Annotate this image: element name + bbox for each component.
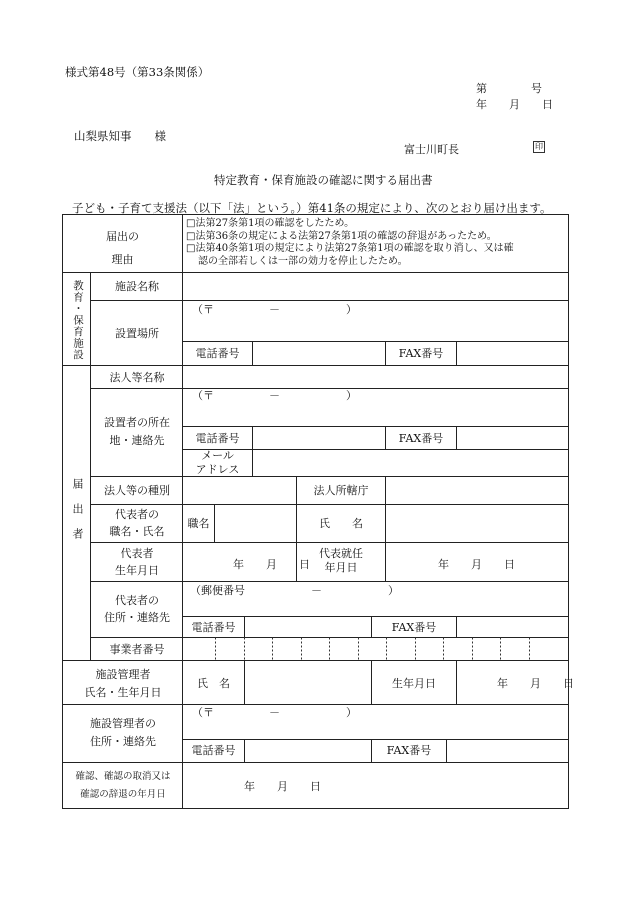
manager-name-label: 氏 名 [197,677,230,690]
document-number: 第 号 [476,82,542,95]
seal-mark: 印 [535,142,543,151]
manager-fax-label: FAX番号 [386,744,432,757]
document-date: 年 月 日 [476,98,553,111]
rep-post-label: 職名 [187,517,210,530]
email-label: メール アドレス [195,449,240,476]
reason-option-withdraw[interactable]: □法第36条の規定による法第27条第1項の確認の辞退があったため。 [186,230,497,242]
intro-text: 子ども・子育て支援法（以下「法」という。）第41条の規定により、次のとおり届け出ます。 [72,201,552,215]
rep-birth-label: 代表者 生年月日 [115,547,159,577]
applicant-section-label: 届出者 [71,477,84,553]
manager-postal[interactable]: （〒 － ） [192,706,357,719]
reason-option-revoke[interactable]: □法第40条第1項の規定により法第27条第1項の確認を取り消し、又は確 [186,243,514,254]
business-number-label: 事業者番号 [109,643,165,656]
facility-name-label: 施設名称 [115,280,159,293]
business-number-cells [216,638,530,661]
rep-birth-date[interactable]: 年 月 日 [233,558,310,571]
manager-birth-date[interactable]: 年 月 日 [497,677,574,690]
facility-tel-label: 電話番号 [195,347,240,360]
confirm-date-label: 確認、確認の取消又は 確認の辞退の年月日 [75,771,171,800]
manager-birth-label: 生年月日 [392,677,436,690]
founder-address-label: 設置者の所在 地・連絡先 [104,416,170,447]
reason-option-revoke-cont: 認の全部若しくは一部の効力を停止したため。 [198,255,408,267]
applicant-fax-label: FAX番号 [398,432,444,445]
applicant-postal[interactable]: （〒 － ） [192,389,357,402]
manager-label: 施設管理者 氏名・生年月日 [84,668,162,699]
facility-fax-label: FAX番号 [398,347,444,360]
reason-option-confirm[interactable]: □法第27条第1項の確認をしたため。 [186,218,355,229]
rep-fax-label: FAX番号 [391,621,437,634]
manager-address-label: 施設管理者の 住所・連絡先 [90,717,156,748]
facility-postal[interactable]: （〒 － ） [192,303,357,316]
facility-section-label: 教育・保育施設 [72,279,84,361]
addressee: 山梨県知事 様 [74,129,166,143]
reason-label: 届出の 理由 [106,230,139,266]
corp-type-label: 法人等の種別 [104,484,170,497]
rep-inauguration-label: 代表就任 年月日 [319,547,363,574]
corp-name-label: 法人等名称 [109,371,165,384]
manager-tel-label: 電話番号 [191,744,236,757]
confirm-date[interactable]: 年 月 日 [244,780,321,793]
rep-name-label: 氏 名 [319,517,363,530]
form-title: 特定教育・保育施設の確認に関する届出書 [214,173,433,187]
facility-location-label: 設置場所 [115,327,159,340]
rep-title-name-label: 代表者の 職名・氏名 [109,508,165,538]
rep-address-label: 代表者の 住所・連絡先 [104,594,170,624]
corp-office-label: 法人所轄庁 [313,484,369,497]
applicant-tel-label: 電話番号 [195,432,240,445]
reason-options [186,218,570,268]
form-id: 様式第48号（第33条関係） [65,65,210,79]
rep-inauguration-date[interactable]: 年 月 日 [438,558,515,571]
rep-tel-label: 電話番号 [191,621,236,634]
rep-postal[interactable]: （郵便番号 － ） [190,584,399,597]
sender: 富士川町長 [404,143,459,156]
